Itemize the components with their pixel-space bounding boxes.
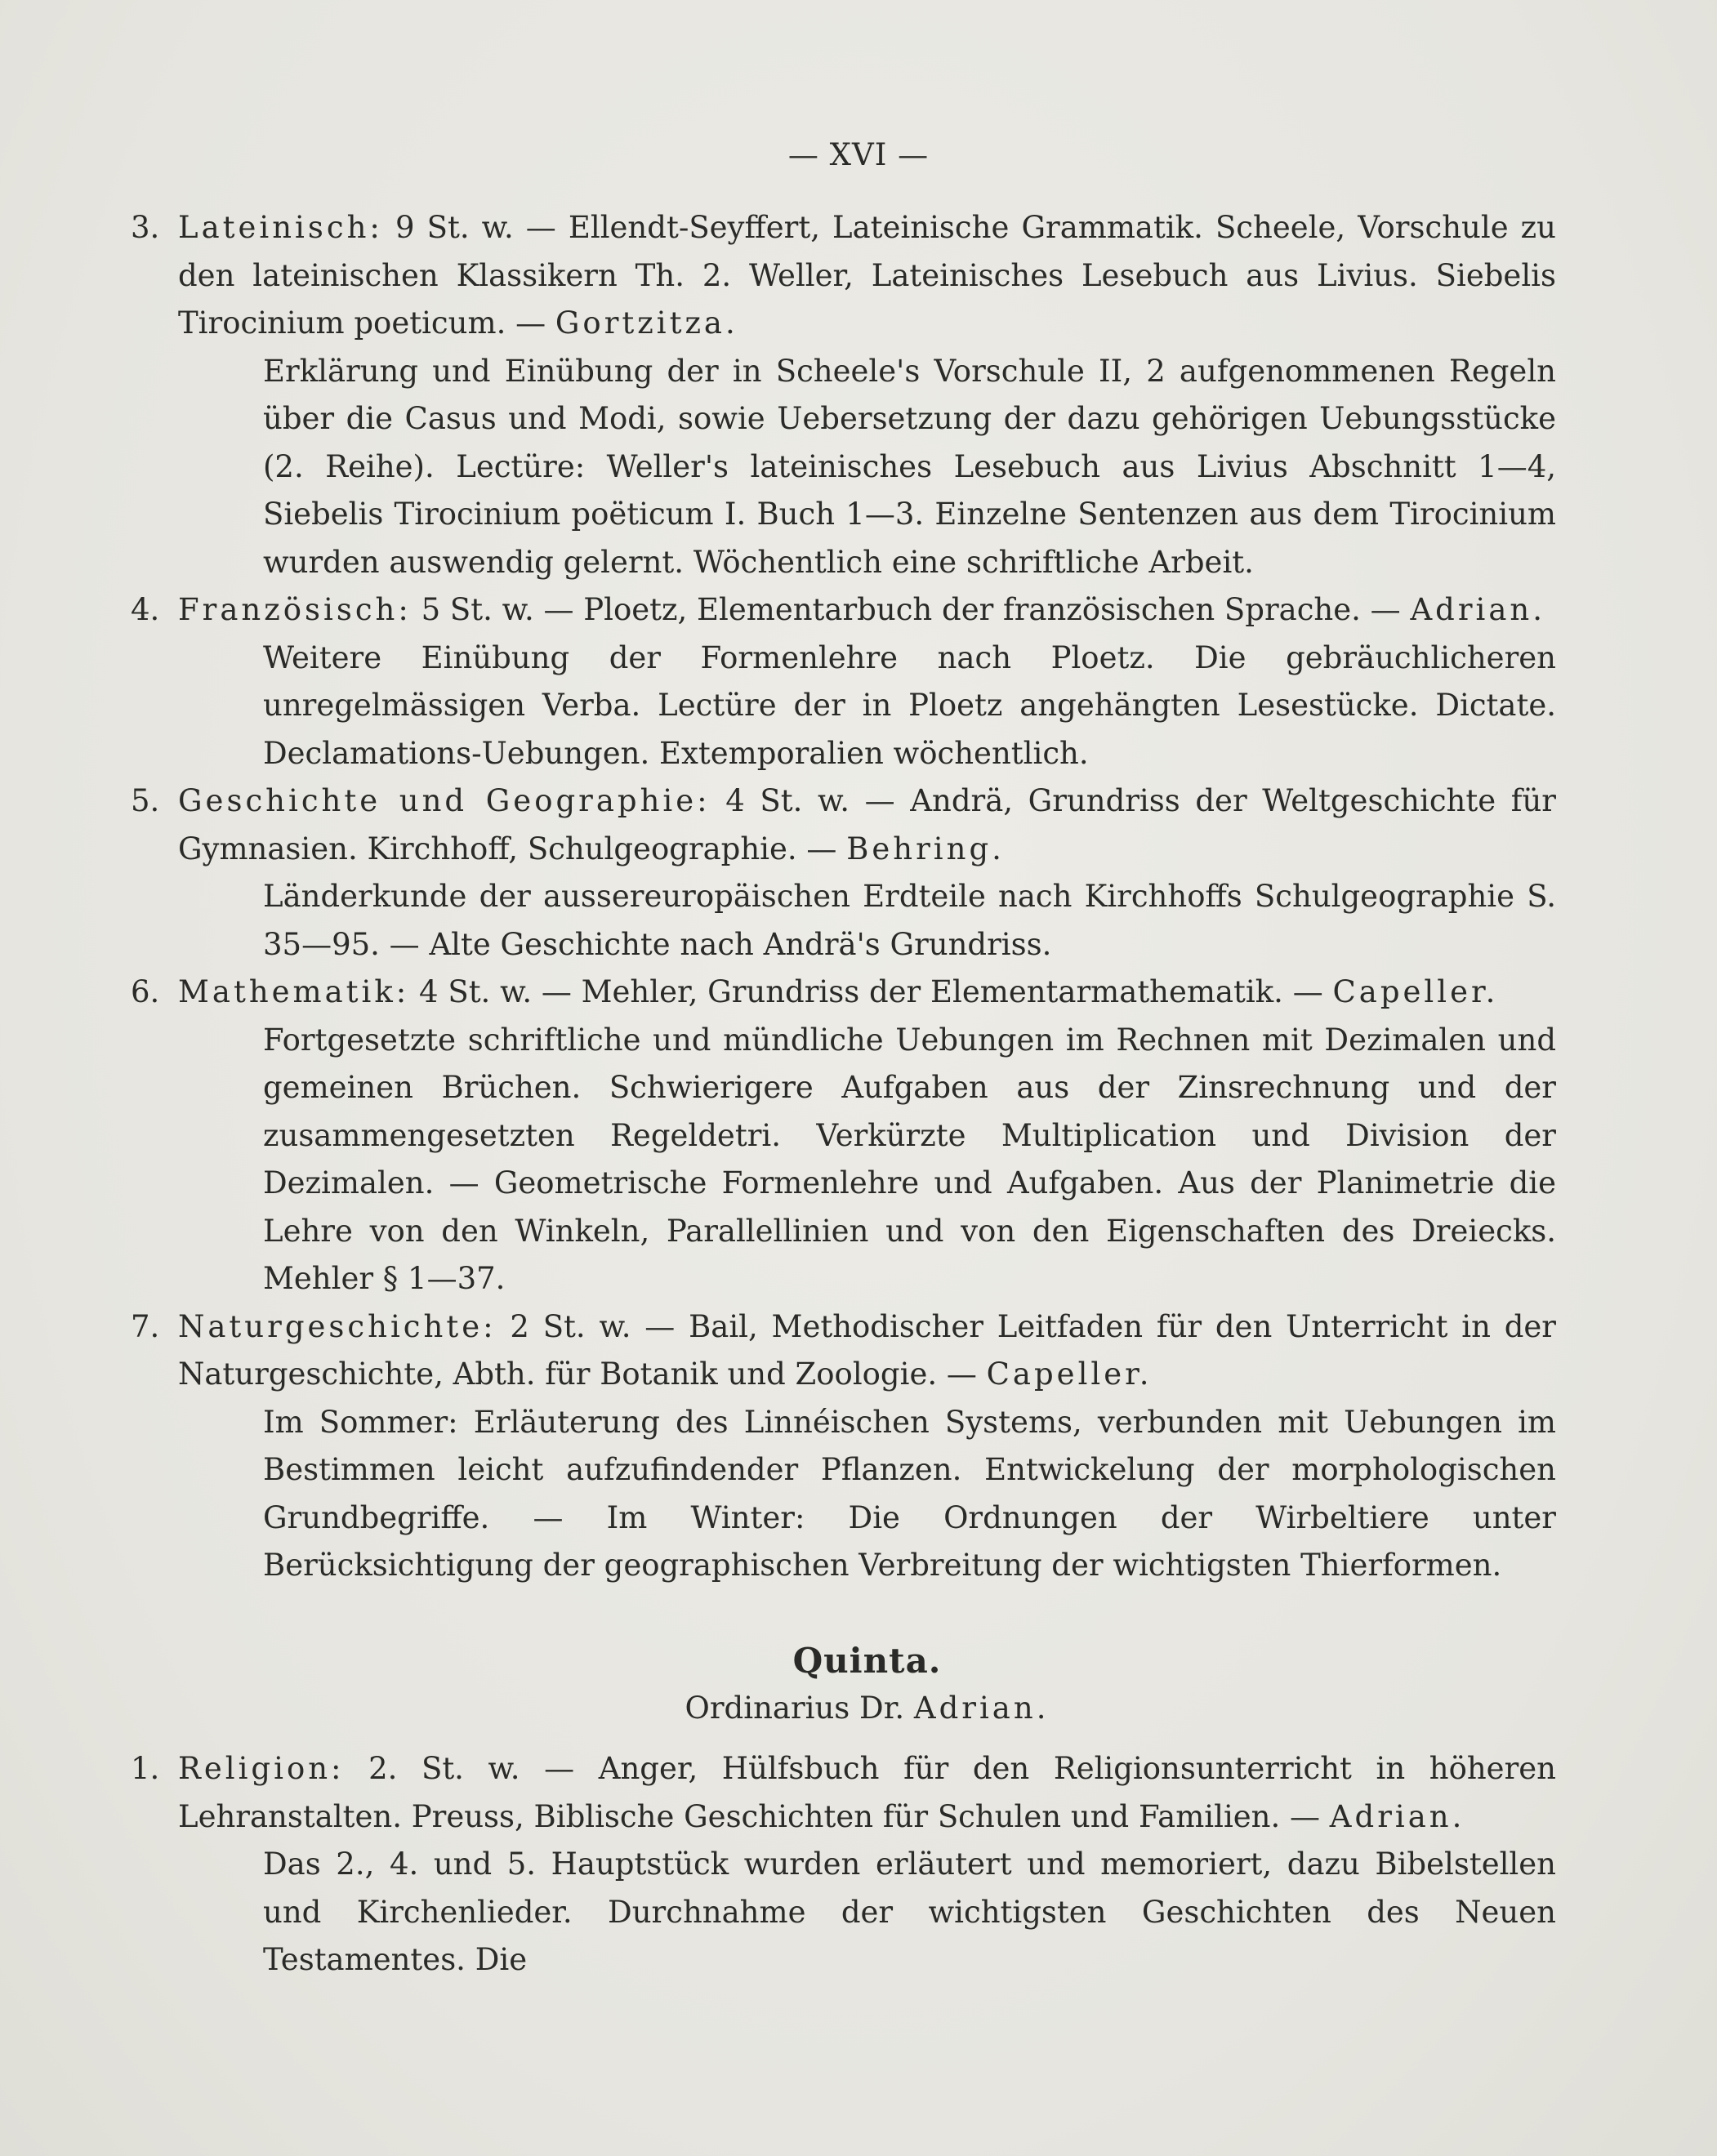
subject-block-latin — [131, 204, 1556, 586]
teacher-name: Behring. — [846, 831, 1005, 866]
page-content — [131, 204, 1556, 1984]
subject-name: Mathematik: — [178, 974, 410, 1009]
teacher-name: Capeller. — [986, 1356, 1153, 1392]
subject-heading — [131, 204, 1556, 348]
subject-name: Lateinisch: — [178, 210, 383, 245]
teacher-name: Adrian. — [1329, 1798, 1465, 1834]
ordinarius-name: Adrian. — [913, 1690, 1050, 1726]
subject-body: Länderkunde der aussereuropäischen Erdteile nach Kirchhoffs Schulgeographie S. 35—95. — Alte Geschichte nach Andrä's Grundriss. — [263, 879, 1556, 962]
page-number: — XVI — — [787, 137, 930, 172]
teacher-name: Adrian. — [1410, 592, 1546, 627]
subject-heading — [131, 969, 1556, 1017]
item-number: 4. — [131, 592, 160, 627]
subject-intro: 4 St. w. — Mehler, Grundriss der Elementarmathematik. — — [409, 974, 1333, 1009]
item-number: 3. — [131, 210, 160, 245]
subject-heading — [131, 586, 1556, 635]
subject-intro: 5 St. w. — Ploetz, Elementarbuch der französischen Sprache. — — [411, 592, 1411, 627]
item-number: 6. — [131, 974, 160, 1009]
subject-body: Fortgesetzte schriftliche und mündliche Uebungen im Rechnen mit Dezimalen und gemeinen Brüchen. Schwierigere Aufgaben aus der Zinsrechnung und der zusammengesetzten Regeldetri. Verkürzte Multiplication und Division der Dezimalen. — Geometrische Formenlehre und Aufgaben. Aus der Planimetrie die Lehre von den Winkeln, Parallellinien und von den Eigenschaften des Dreiecks. Mehler § 1—37. — [263, 1022, 1556, 1296]
subject-name: Geschichte und Geographie: — [178, 783, 711, 818]
subject-body: Im Sommer: Erläuterung des Linnéischen Systems, verbunden mit Uebungen im Bestimmen leicht aufzufindender Pflanzen. Entwickelung der morphologischen Grundbegriffe. — Im Winter: Die Ordnungen der Wirbeltiere unter Berücksichtigung der geographischen Verbreitung der wichtigsten Thierformen. — [263, 1404, 1556, 1583]
section-ordinarius — [131, 1685, 1556, 1733]
subject-name: Religion: — [178, 1751, 345, 1786]
subject-block-religion — [131, 1745, 1556, 1984]
subject-name: Naturgeschichte: — [178, 1308, 497, 1344]
subject-heading — [131, 1745, 1556, 1841]
subject-heading — [131, 777, 1556, 873]
subject-block-mathematics — [131, 969, 1556, 1303]
subject-block-natural-history — [131, 1303, 1556, 1590]
item-number: 7. — [131, 1308, 160, 1344]
subject-body: Das 2., 4. und 5. Hauptstück wurden erläutert und memoriert, dazu Bibelstellen und Kirchenlieder. Durchnahme der wichtigsten Geschichten des Neuen Testamentes. Die — [263, 1846, 1556, 1977]
subject-intro: 4 St. w. — Andrä, Grundriss der Weltgeschichte für Gymnasien. Kirchhoff, Schulgeographie. — — [178, 783, 1556, 866]
ordinarius-label: Ordinarius Dr. — [685, 1690, 914, 1726]
subject-body: Weitere Einübung der Formenlehre nach Ploetz. Die gebräuchlicheren unregelmässigen Verba. Lectüre der in Ploetz angehängten Lesestücke. Dictate. Declamations-Uebungen. Extemporalien wöchentlich. — [263, 639, 1556, 771]
teacher-name: Gortzitza. — [555, 305, 738, 341]
subject-block-french — [131, 586, 1556, 777]
item-number: 5. — [131, 783, 160, 818]
item-number: 1. — [131, 1751, 160, 1786]
subject-heading — [131, 1303, 1556, 1399]
subject-body: Erklärung und Einübung der in Scheele's Vorschule II, 2 aufgenommenen Regeln über die Casus und Modi, sowie Uebersetzung der dazu gehörigen Uebungsstücke (2. Reihe). Lectüre: Weller's lateinisches Lesebuch aus Livius Abschnitt 1—4, Siebelis Tirocinium poëticum I. Buch 1—3. Einzelne Sentenzen aus dem Tirocinium wurden auswendig gelernt. Wöchentlich eine schriftliche Arbeit. — [263, 353, 1556, 580]
subject-block-history-geography — [131, 777, 1556, 969]
section-title: Quinta. — [792, 1640, 942, 1681]
subject-name: Französisch: — [178, 592, 412, 627]
subject-intro: 9 St. w. — Ellendt-Seyffert, Lateinische Grammatik. Scheele, Vorschule zu den lateinischen Klassikern Th. 2. Weller, Lateinisches Lesebuch aus Livius. Siebelis Tirocinium poeticum. — — [178, 210, 1556, 341]
subject-intro: 2 St. w. — Bail, Methodischer Leitfaden für den Unterricht in der Naturgeschichte, Abth. für Botanik und Zoologie. — — [178, 1308, 1556, 1392]
teacher-name: Capeller. — [1332, 974, 1499, 1009]
subject-intro: 2. St. w. — Anger, Hülfsbuch für den Religionsunterricht in höheren Lehranstalten. Preuss, Biblische Geschichten für Schulen und Familien. — — [178, 1751, 1556, 1834]
